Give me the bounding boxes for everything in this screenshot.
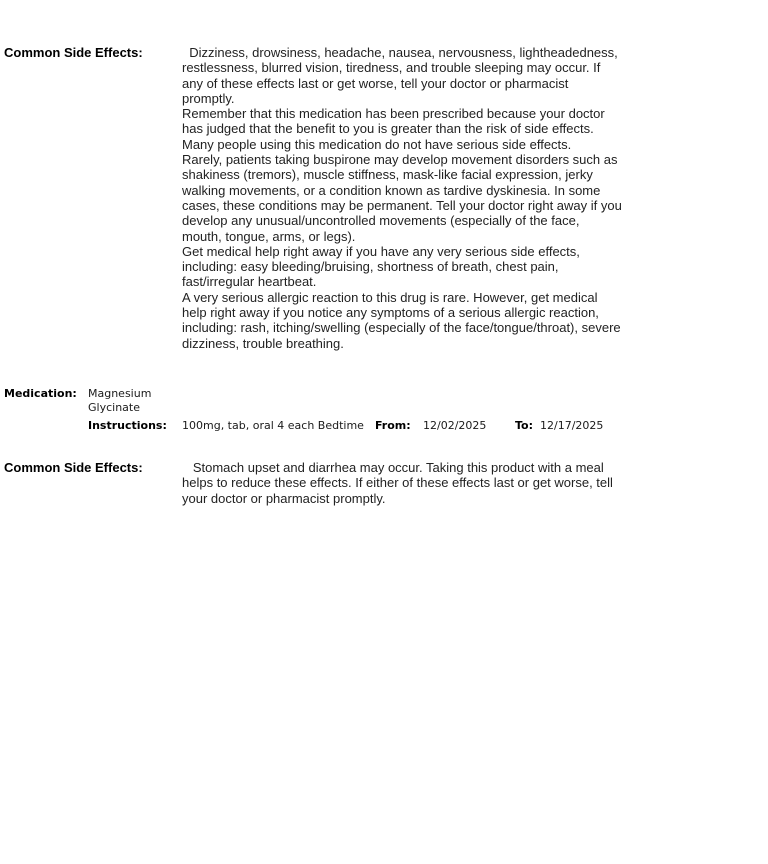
- from-date-value: 12/02/2025: [423, 419, 487, 432]
- common-side-effects-label-2: Common Side Effects:: [4, 460, 143, 475]
- side-effects-paragraph: Dizziness, drowsiness, headache, nausea, nervousness, lightheadedness, restlessness, blurred vision, tiredness, and trouble sleeping may occur. If any of these effects last or get worse, tell your doctor or pharmacist promptly.: [182, 45, 622, 106]
- side-effects-paragraph: Get medical help right away if you have any very serious side effects, including: easy bleeding/bruising, shortness of breath, chest pain, fast/irregular heartbeat.: [182, 243, 584, 290]
- common-side-effects-text-2: [182, 460, 622, 506]
- medication-name: Magnesium Glycinate: [88, 387, 152, 414]
- medication-label: Medication:: [4, 387, 77, 400]
- common-side-effects-label-1: Common Side Effects:: [4, 45, 143, 60]
- common-side-effects-text-1: [182, 45, 626, 351]
- side-effects-paragraph: Rarely, patients taking buspirone may develop movement disorders such as shakiness (tremors), muscle stiffness, mask-like facial expression, jerky walking movements, or a condition known as tardive dyskinesia. In some cases, these conditions may be permanent. Tell your doctor right away if you develop any unusual/uncontrolled movements (especially of the face, mouth, tongue, arms, or legs).: [182, 152, 626, 244]
- from-date-label: From:: [375, 419, 411, 432]
- instructions-value: 100mg, tab, oral 4 each Bedtime: [182, 419, 364, 432]
- to-date-value: 12/17/2025: [540, 419, 604, 432]
- to-date-label: To:: [515, 419, 533, 432]
- side-effects-paragraph: Remember that this medication has been prescribed because your doctor has judged that the benefit to you is greater than the risk of side effects. Many people using this medication do not have serious side effects.: [182, 106, 609, 152]
- side-effects-paragraph: A very serious allergic reaction to this drug is rare. However, get medical help right away if you notice any symptoms of a serious allergic reaction, including: rash, itching/swelling (especially of the face/tongue/throat), severe dizziness, trouble breathing.: [182, 289, 625, 351]
- instructions-label: Instructions:: [88, 419, 167, 432]
- side-effects-paragraph: Stomach upset and diarrhea may occur. Taking this product with a meal helps to reduce these effects. If either of these effects last or get worse, tell your doctor or pharmacist promptly.: [182, 460, 617, 506]
